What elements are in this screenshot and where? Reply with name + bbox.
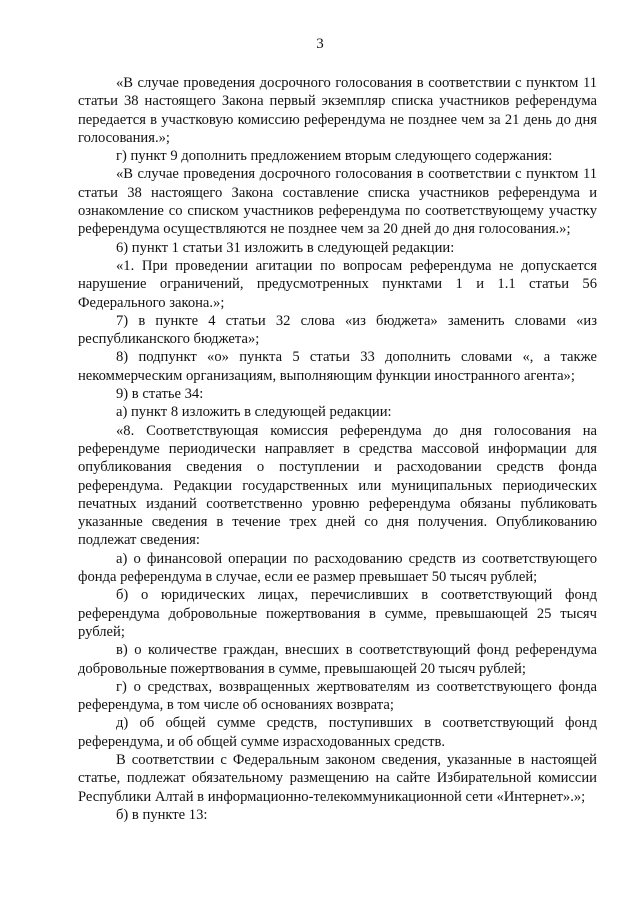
paragraph: В соответствии с Федеральным законом сведения, указанные в настоящей статье, подлежат обязательному размещению на сайте Избирательной комиссии Республики Алтай в информационно-телекоммуникационной сети «Интернет».»; xyxy=(78,751,597,805)
paragraph: д) об общей сумме средств, поступивших в соответствующий фонд референдума, и об общей сумме израсходованных средств. xyxy=(78,715,597,750)
paragraph: 7) в пункте 4 статьи 32 слова «из бюджета» заменить словами «из республиканского бюджета»; xyxy=(78,312,597,348)
paragraph: «1. При проведении агитации по вопросам референдума не допускается нарушение ограничений, предусмотренных пунктами 1 и 1.1 статьи 56 Федерального закона.»; xyxy=(78,257,597,311)
paragraph: «8. Соответствующая комиссия референдума до дня голосования на референдуме периодически направляет в средства массовой информации для опубликования сведения о поступлении и расходовании средств фонда референдума. Редакции государственных или муниципальных периодических печатных изданий соответственно уровню референдума обязаны публиковать указанные сведения в течение трех дней со дня получения. Опубликованию подлежат сведения: xyxy=(78,422,597,549)
paragraph: «В случае проведения досрочного голосования в соответствии с пунктом 11 статьи 38 настоящего Закона составление списка участников референдума и ознакомление со списком участников референдума по соответствующему участку референдума осуществляются не позднее чем за 20 дней до дня голосования.»; xyxy=(78,166,597,238)
paragraph: 8) подпункт «о» пункта 5 статьи 33 дополнить словами «, а также некоммерческим организациям, выполняющим функции иностранного агента»; xyxy=(78,349,597,384)
paragraph: а) пункт 8 изложить в следующей редакции: xyxy=(116,404,392,421)
paragraph: г) пункт 9 дополнить предложением вторым следующего содержания: xyxy=(116,148,553,165)
paragraph: б) о юридических лицах, перечисливших в соответствующий фонд референдума добровольные пожертвования в сумме, превышающей 25 тысяч рублей; xyxy=(78,587,597,640)
paragraph: «В случае проведения досрочного голосования в соответствии с пунктом 11 статьи 38 настоящего Закона первый экземпляр списка участников референдума передается в участковую комиссию референдума не позднее чем за 21 день до дня голосования.»; xyxy=(78,75,597,146)
paragraph: а) о финансовой операции по расходованию средств из соответствующего фонда референдума в случае, если ее размер превышает 50 тысяч рублей; xyxy=(78,550,597,586)
paragraph: в) о количестве граждан, внесших в соответствующий фонд референдума добровольные пожертвования в сумме, превышающей 20 тысяч рублей; xyxy=(78,642,597,677)
document-body xyxy=(78,74,597,824)
paragraph: б) в пункте 13: xyxy=(116,806,208,823)
paragraph: 9) в статье 34: xyxy=(116,386,204,403)
page-number: 3 xyxy=(316,36,324,52)
paragraph: 6) пункт 1 статьи 31 изложить в следующей редакции: xyxy=(116,239,455,256)
paragraph: г) о средствах, возвращенных жертвователям из соответствующего фонда референдума, в том числе об основаниях возврата; xyxy=(78,678,597,714)
